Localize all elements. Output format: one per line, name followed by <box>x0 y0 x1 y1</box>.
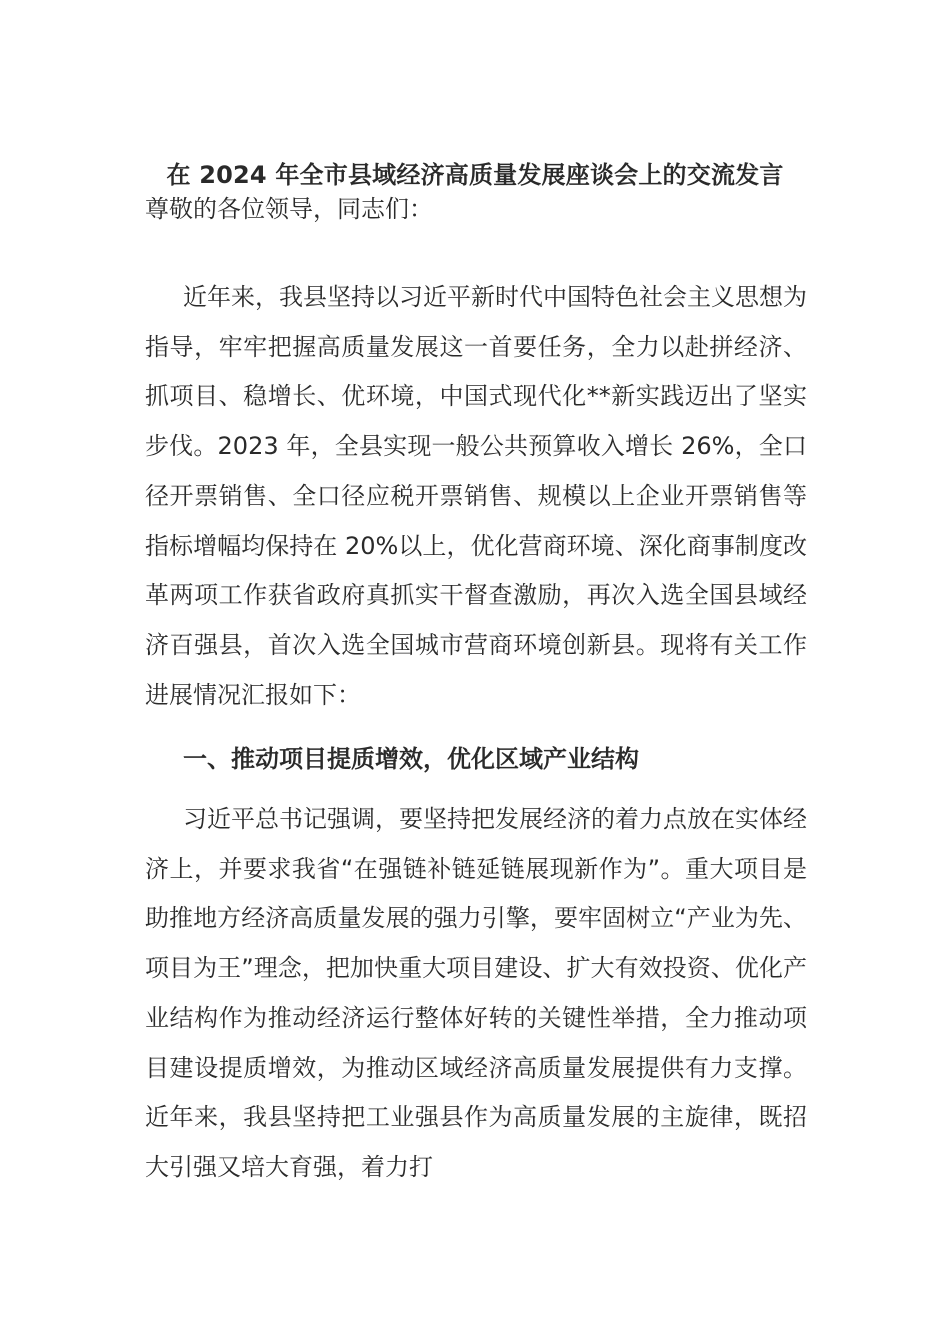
paragraph-section-one: 习近平总书记强调，要坚持把发展经济的着力点放在实体经济上，并要求我省“在强链补链延链展现新作为”。重大项目是助推地方经济高质量发展的强力引擎，要牢固树立“产业为先、项目为王”理念，把加快重大项目建设、扩大有效投资、优化产业结构作为推动经济运行整体好转的关键性举措，全力推动项目建设提质增效，为推动区域经济高质量发展提供有力支撑。近年来，我县坚持把工业强县作为高质量发展的主旋律，既招大引强又培大育强，着力打 <box>145 805 807 1181</box>
document-title: 在 2024 年全市县域经济高质量发展座谈会上的交流发言 <box>166 161 784 189</box>
paragraph-intro: 近年来，我县坚持以习近平新时代中国特色社会主义思想为指导，牢牢把握高质量发展这一首要任务，全力以赴拼经济、抓项目、稳增长、优环境，中国式现代化**新实践迈出了坚实步伐。2023 年，全县实现一般公共预算收入增长 26%，全口径开票销售、全口径应税开票销售、规模以上企业开票销售等指标增幅均保持在 20%以上，优化营商环境、深化商事制度改革两项工作获省政府真抓实干督查激励，再次入选全国县域经济百强县，首次入选全国城市营商环境创新县。现将有关工作进展情况汇报如下： <box>145 283 807 709</box>
salutation: 尊敬的各位领导，同志们： <box>145 195 433 223</box>
section-heading: 一、推动项目提质增效，优化区域产业结构 <box>183 745 639 773</box>
